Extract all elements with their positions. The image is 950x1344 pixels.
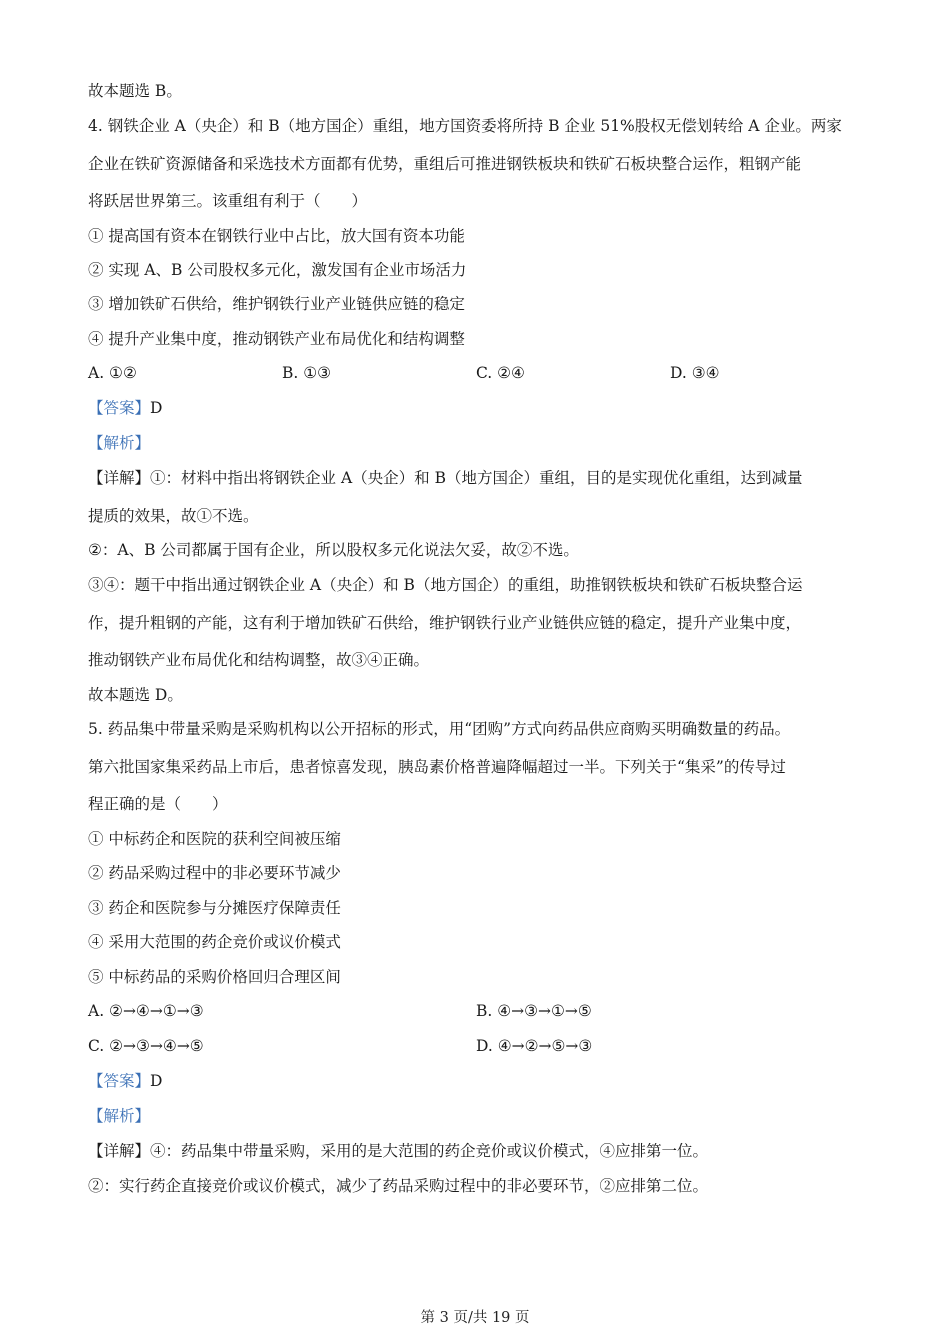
q4-analysis-tag	[88, 432, 150, 454]
answer-value: D	[150, 399, 163, 417]
q5-stem-line: 5. 药品集中带量采购是采购机构以公开招标的形式，用“团购”方式向药品供应商购买明确数量的药品。	[88, 720, 791, 738]
detail-text: ①：材料中指出将钢铁企业 A（央企）和 B（地方国企）重组，目的是实现优化重组，达到减量	[150, 469, 803, 487]
q4-answer	[88, 397, 162, 419]
q4-item: ③ 增加铁矿石供给，维护钢铁行业产业链供应链的稳定	[88, 295, 465, 313]
q4-detail-line: 推动钢铁产业布局优化和结构调整，故③④正确。	[88, 651, 430, 669]
detail-tag: 【详解】	[88, 469, 151, 487]
q4-detail-line: ②：A、B 公司都属于国有企业，所以股权多元化说法欠妥，故②不选。	[88, 541, 579, 559]
q5-item: ① 中标药企和医院的获利空间被压缩	[88, 830, 341, 848]
q5-stem-line: 程正确的是（ ）	[88, 795, 228, 813]
q4-item: ④ 提升产业集中度，推动钢铁产业布局优化和结构调整	[88, 330, 465, 348]
q4-item: ② 实现 A、B 公司股权多元化，激发国有企业市场活力	[88, 261, 467, 279]
q4-option-b: B. ①③	[282, 364, 332, 382]
answer-value: D	[150, 1072, 163, 1090]
prev-conclusion: 故本题选 B。	[88, 82, 182, 100]
q5-option-d: D. ④→②→⑤→③	[476, 1037, 593, 1055]
q4-stem-line: 4. 钢铁企业 A（央企）和 B（地方国企）重组，地方国资委将所持 B 企业 51%股权无偿划转给 A 企业。两家	[88, 117, 842, 135]
q5-item: ④ 采用大范围的药企竞价或议价模式	[88, 933, 341, 951]
q5-item: ② 药品采购过程中的非必要环节减少	[88, 864, 341, 882]
q5-answer	[88, 1070, 162, 1092]
q5-detail-line	[88, 1140, 708, 1162]
q4-option-c: C. ②④	[476, 364, 525, 382]
page-footer: 第 3 页/共 19 页	[420, 1310, 530, 1326]
q5-item: ⑤ 中标药品的采购价格回归合理区间	[88, 968, 341, 986]
answer-tag: 【答案】	[88, 1072, 151, 1090]
q4-detail-line: 提质的效果，故①不选。	[88, 507, 259, 525]
q4-detail-line: 作，提升粗钢的产能，这有利于增加铁矿石供给，维护钢铁行业产业链供应链的稳定，提升产业集中度，	[88, 614, 802, 632]
q5-detail-line: ②：实行药企直接竞价或议价模式，减少了药品采购过程中的非必要环节，②应排第二位。	[88, 1177, 709, 1195]
q4-conclusion: 故本题选 D。	[88, 686, 183, 704]
q4-detail-line	[88, 467, 802, 489]
answer-tag: 【答案】	[88, 399, 151, 417]
q4-option-a: A. ①②	[88, 364, 137, 382]
q5-analysis-tag	[88, 1105, 150, 1127]
q5-stem-line: 第六批国家集采药品上市后，患者惊喜发现，胰岛素价格普遍降幅超过一半。下列关于“集采”的传导过	[88, 758, 786, 776]
q4-option-d: D. ③④	[670, 364, 720, 382]
analysis-tag: 【解析】	[88, 434, 151, 452]
q4-stem-line: 企业在铁矿资源储备和采选技术方面都有优势，重组后可推进钢铁板块和铁矿石板块整合运作，粗钢产能	[88, 155, 802, 173]
q4-stem-line: 将跃居世界第三。该重组有利于（ ）	[88, 192, 368, 210]
analysis-tag: 【解析】	[88, 1107, 151, 1125]
q4-detail-line: ③④：题干中指出通过钢铁企业 A（央企）和 B（地方国企）的重组，助推钢铁板块和铁矿石板块整合运	[88, 576, 803, 594]
q5-option-c: C. ②→③→④→⑤	[88, 1037, 204, 1055]
q5-item: ③ 药企和医院参与分摊医疗保障责任	[88, 899, 341, 917]
q5-option-a: A. ②→④→①→③	[88, 1002, 204, 1020]
q5-option-b: B. ④→③→①→⑤	[476, 1002, 592, 1020]
detail-tag: 【详解】	[88, 1142, 151, 1160]
detail-text: ④：药品集中带量采购，采用的是大范围的药企竞价或议价模式，④应排第一位。	[150, 1142, 709, 1160]
q4-item: ① 提高国有资本在钢铁行业中占比，放大国有资本功能	[88, 227, 465, 245]
